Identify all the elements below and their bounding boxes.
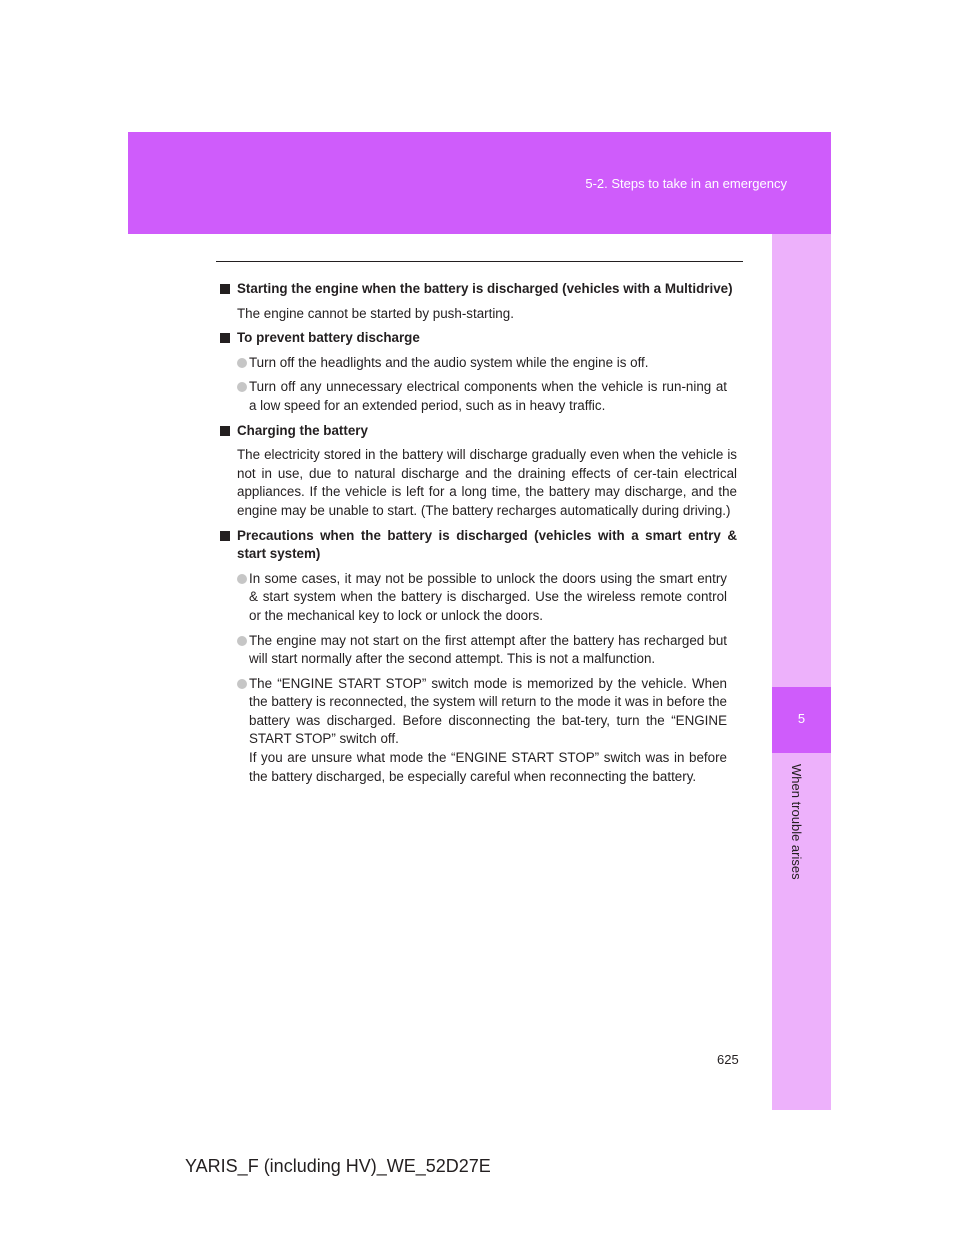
page-number: 625 [717,1052,739,1067]
square-bullet-icon [220,333,230,343]
list-item [220,378,737,415]
chapter-number: 5 [797,711,806,726]
content-section [220,527,737,787]
bullet-list [220,354,737,416]
round-bullet-icon [237,636,247,646]
section-heading [220,329,737,348]
bullet-list [220,570,737,787]
chapter-side-tab [772,234,831,1110]
section-heading [220,527,737,564]
section-heading-text: Starting the engine when the battery is discharged (vehicles with a Multidrive) [237,281,733,296]
list-item-text: The “ENGINE START STOP” switch mode is memorized by the vehicle. When the battery is reconnected, the system will return to the mode it was in before the battery was discharged. Before disconnecting the bat-tery, turn the “ENGINE START STOP” switch off. If you are unsure what mode the “ENGINE START STOP” switch was in before the battery discharged, be especially careful when reconnecting the battery. [249,675,727,784]
round-bullet-icon [237,358,247,368]
list-item [220,354,737,373]
section-heading-text: To prevent battery discharge [237,330,420,346]
main-content [220,280,737,792]
list-item-text: Turn off the headlights and the audio system while the engine is off. [249,354,649,370]
list-item-text: The engine may not start on the first attempt after the battery has recharged but will start normally after the second attempt. This is not a malfunction. [249,632,727,667]
list-item [220,675,737,787]
section-heading [220,422,737,441]
list-item [220,632,737,669]
section-paragraph: The engine cannot be started by push-starting. [237,305,514,321]
content-section [220,280,737,323]
list-item [220,570,737,626]
content-section [220,422,737,521]
round-bullet-icon [237,574,247,584]
round-bullet-icon [237,382,247,392]
list-item-text: Turn off any unnecessary electrical components when the vehicle is run-ning at a low speed for an extended period, such as in heavy traffic. [249,379,727,413]
square-bullet-icon [220,531,230,541]
chapter-label: When trouble arises [789,764,804,880]
round-bullet-icon [237,679,247,689]
header-band [128,132,831,234]
square-bullet-icon [220,284,230,294]
section-heading-text: Precautions when the battery is discharged (vehicles with a smart entry & start system) [237,527,737,562]
section-title: 5-2. Steps to take in an emergency [585,176,787,191]
list-item-text: In some cases, it may not be possible to unlock the doors using the smart entry & start system when the battery is discharged. Use the wireless remote control or the mechanical key to lock or unlock the doors. [249,570,727,623]
square-bullet-icon [220,426,230,436]
section-paragraph: The electricity stored in the battery will discharge gradually even when the vehicle is not in use, due to natural discharge and the draining effects of cer-tain electrical appliances. If the vehicle is left for a long time, the battery may discharge, and the engine may be unable to start. (The battery recharges automatically during driving.) [237,447,737,518]
section-heading [220,280,737,299]
chapter-number-box [772,687,831,753]
section-heading-text: Charging the battery [237,422,368,438]
content-section [220,329,737,415]
document-footer: YARIS_F (including HV)_WE_52D27E [185,1156,491,1176]
top-divider [216,261,743,262]
